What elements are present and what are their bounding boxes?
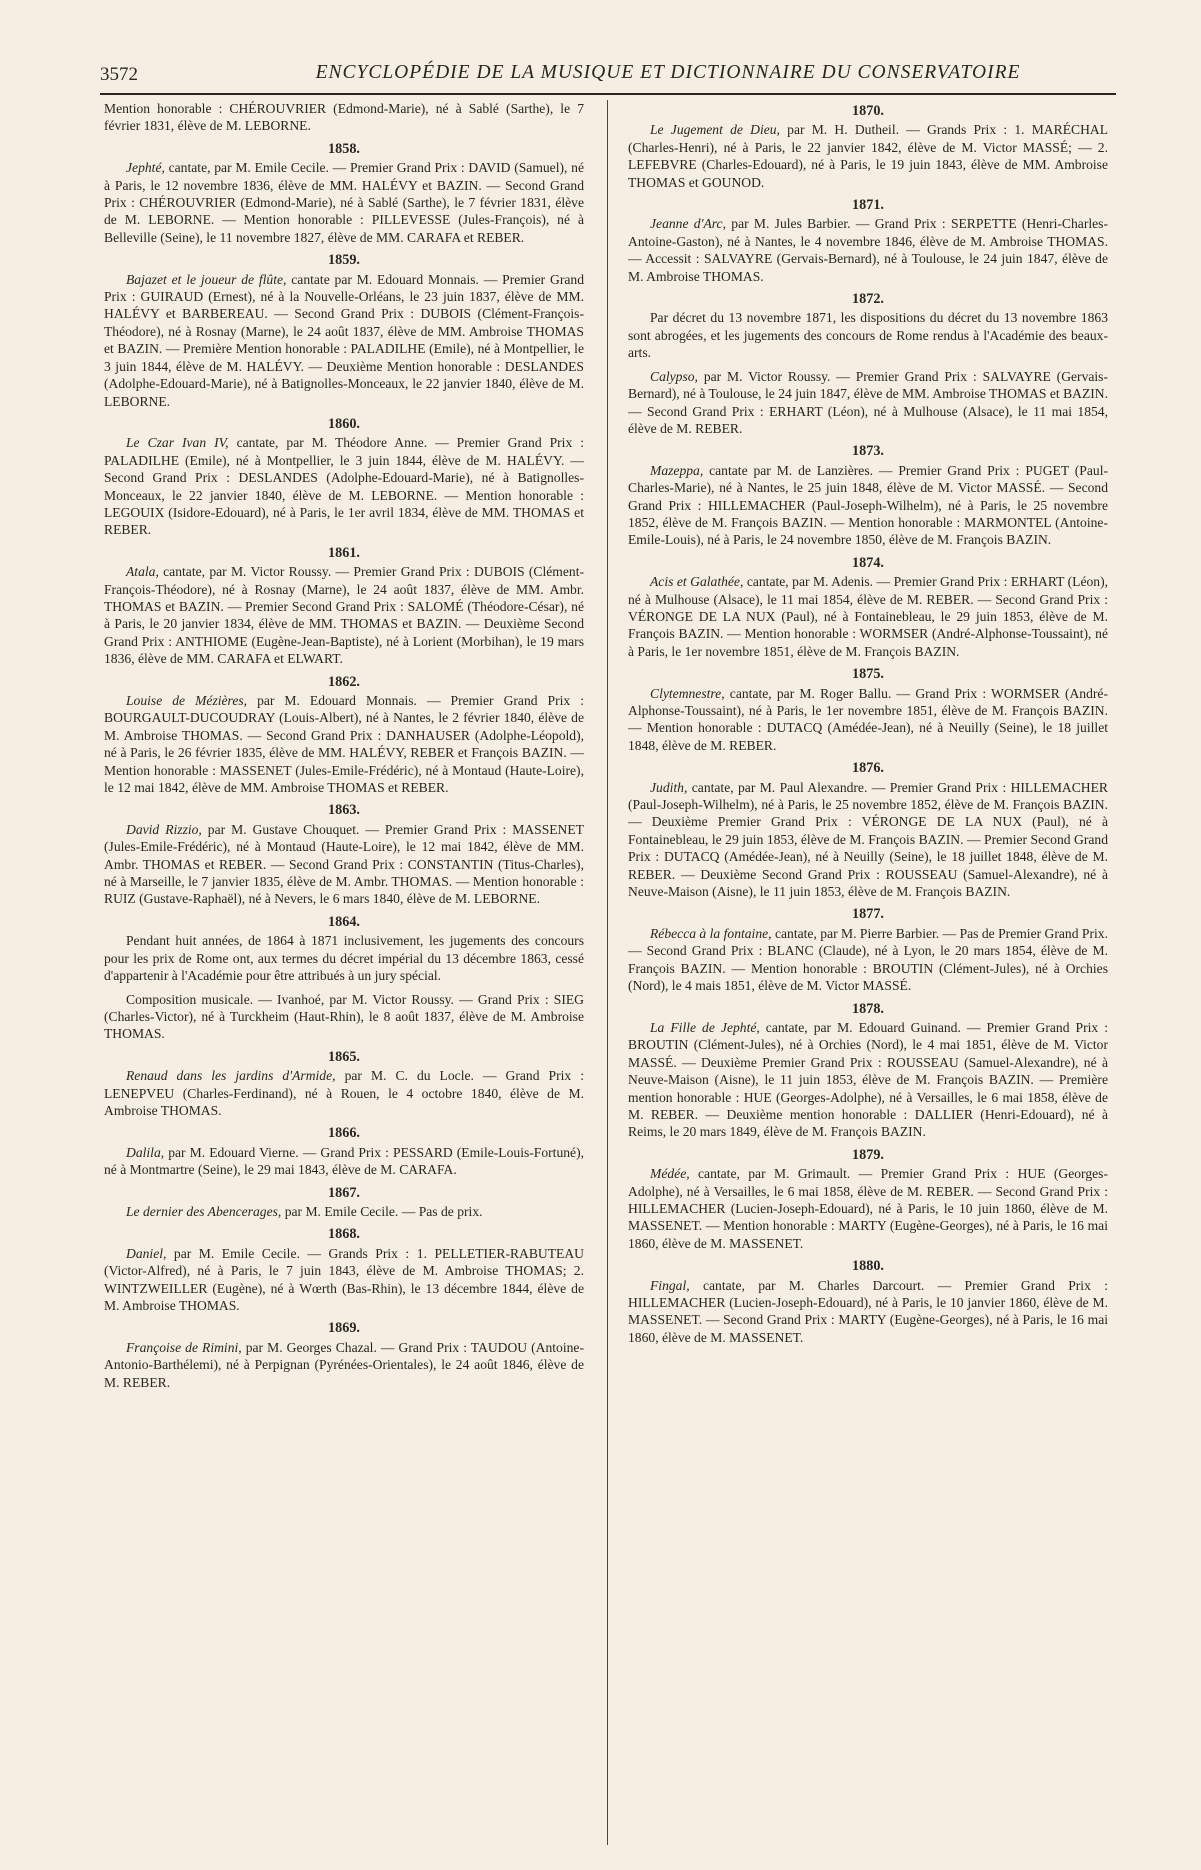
page-number: 3572: [100, 64, 138, 85]
entry-text: par M. Georges Chazal. — Grand Prix : TAUDOU (Antoine-Antonio-Barthélemi), né à Perpignan (Pyrénées-Orientales), le 24 août 1846, élève de M. REBER.: [104, 1339, 584, 1390]
prize-entry: [628, 1019, 1108, 1141]
running-title: ENCYCLOPÉDIE DE LA MUSIQUE ET DICTIONNAIRE DU CONSERVATOIRE: [315, 62, 1021, 83]
prize-entry: [104, 563, 584, 667]
year-heading: 1863.: [328, 802, 360, 819]
entry-text: par M. Edouard Monnais. — Premier Grand Prix : BOURGAULT-DUCOUDRAY (Louis-Albert), né à Nantes, le 2 février 1840, élève de M. Ambroise THOMAS. — Second Grand Prix : DANHAUSER (Adolphe-Léopold), né à Paris, le 26 février 1835, élève de MM. HALÉVY, REBER et François BAZIN. — Mention honorable : MASSENET (Jules-Emile-Frédéric), né à Montaud (Haute-Loire), le 12 mai 1842, élève de MM. Ambroise THOMAS et REBER.: [104, 693, 584, 796]
header-rule: [100, 93, 1116, 95]
prize-entry: [104, 1339, 584, 1391]
entry-text: cantate, par M. Adenis. — Premier Grand Prix : ERHART (Léon), né à Mulhouse (Alsace), le 11 mai 1854, élève de M. REBER. — Second Grand Prix : VÉRONGE DE LA NUX (Paul), né à Fontainebleau, le 29 juin 1853, élève de M. François BAZIN. — Mention honorable : WORMSER (André-Alphonse-Toussaint), né à Paris, le 1er novembre 1851, élève de M. François BAZIN.: [628, 574, 1108, 659]
entry-text: par M. Victor Roussy. — Premier Grand Prix : SALVAYRE (Gervais-Bernard), né à Toulouse, le 24 juin 1847, élève de MM. Ambroise THOMAS et BAZIN. — Second Grand Prix : ERHART (Léon), né à Mulhouse (Alsace), le 11 mai 1854, élève de M. REBER.: [628, 368, 1108, 436]
prize-entry: [104, 1245, 584, 1315]
prize-entry: [628, 121, 1108, 191]
year-heading: 1872.: [852, 291, 884, 308]
entry-text: cantate par M. de Lanzières. — Premier Grand Prix : PUGET (Paul-Charles-Marie), né à Nantes, le 25 juin 1848, élève de M. Victor MASSÉ. — Second Grand Prix : HILLEMACHER (Paul-Joseph-Wilhelm), né à Paris, le 25 novembre 1852, élève de M. François BAZIN. — Mention honorable : MARMONTEL (Antoine-Emile-Louis), né à Paris, le 24 novembre 1850, élève de M. François BAZIN.: [628, 462, 1108, 548]
entry-text: par M. Gustave Chouquet. — Premier Grand Prix : MASSENET (Jules-Emile-Frédéric), né à Montaud (Haute-Loire), le 12 mai 1842, élève de MM. Ambr. THOMAS et REBER. — Second Grand Prix : CONSTANTIN (Titus-Charles), né à Marseille, le 7 janvier 1835, élève de M. Ambr. THOMAS. — Mention honorable : RUIZ (Gustave-Raphaël), né à Nevers, le 6 mars 1840, élève de M. LEBORNE.: [104, 821, 584, 907]
entry-text: cantate par M. Edouard Monnais. — Premier Grand Prix : GUIRAUD (Ernest), né à la Nouvelle-Orléans, le 23 juin 1837, élève de MM. HALÉVY et BARBEREAU. — Second Grand Prix : DUBOIS (Clément-François-Théodore), né à Rosnay (Marne), le 24 août 1837, élève de MM. Ambroise THOMAS et BAZIN. — Première Mention honorable : PALADILHE (Emile), né à Montpellier, le 3 juin 1844, élève de M. HALÉVY. — Deuxième Mention honorable : DESLANDES (Adolphe-Edouard-Marie), né à Batignolles-Monceaux, le 22 janvier 1840, élève de M. LEBORNE.: [104, 271, 584, 409]
entry-text: Composition musicale. — Ivanhoé, par M. Victor Roussy. — Grand Prix : SIEG (Charles-Victor), né à Turckheim (Haut-Rhin), le 8 août 1837, élève de M. Ambroise THOMAS.: [104, 991, 584, 1042]
year-heading: 1864.: [328, 913, 360, 930]
prize-entry: [104, 1067, 584, 1119]
entry-text: par M. C. du Locle. — Grand Prix : LENEPVEU (Charles-Ferdinand), né à Rouen, le 4 octobre 1840, élève de M. Ambroise THOMAS.: [104, 1068, 584, 1118]
prize-entry: [104, 159, 584, 246]
entry-text: cantate, par M. Roger Ballu. — Grand Prix : WORMSER (André-Alphonse-Toussaint), né à Paris, le 1er novembre 1851, élève de M. François BAZIN. — Mention honorable : DUTACQ (Amédée-Jean), né à Neuilly (Seine), le 18 juillet 1848, élève de M. REBER.: [628, 685, 1108, 753]
prize-entry: [628, 368, 1108, 438]
prize-entry: [104, 932, 584, 984]
entry-text: Pendant huit années, de 1864 à 1871 inclusivement, les jugements des concours pour les prix de Rome ont, aux termes du décret impérial du 13 décembre 1863, cessé d'appartenir à l'Académie pour être attribués à un jury spécial.: [104, 933, 584, 984]
left-column: [104, 100, 584, 1840]
entry-text: par M. Emile Cecile. — Grands Prix : 1. PELLETIER-RABUTEAU (Victor-Alfred), né à Paris, le 7 juin 1843, élève de M. Ambroise THOMAS; 2. WINTZWEILLER (Eugène), né à Wœrth (Bas-Rhin), le 13 décembre 1844, élève de M. Ambroise THOMAS.: [104, 1245, 584, 1313]
year-heading: 1878.: [852, 1000, 884, 1017]
work-title: Rébecca à la fontaine,: [650, 925, 772, 941]
prize-entry: [104, 271, 584, 410]
work-title: Judith,: [650, 779, 688, 795]
entry-text: cantate, par M. Emile Cecile. — Premier Grand Prix : DAVID (Samuel), né à Paris, le 12 novembre 1836, élève de MM. HALÉVY et BAZIN. — Second Grand Prix : CHÉROUVRIER (Edmond-Marie), né à Sablé (Sarthe), le 7 février 1831, élève de M. LEBORNE. — Mention honorable : PILLEVESSE (Jules-François), né à Belleville (Seine), le 11 novembre 1827, élève de MM. CARAFA et REBER.: [104, 160, 584, 245]
year-heading: 1869.: [328, 1320, 360, 1337]
work-title: Louise de Mézières,: [126, 693, 248, 708]
work-title: La Fille de Jephté,: [650, 1019, 760, 1035]
year-heading: 1871.: [852, 197, 884, 214]
year-heading: 1858.: [328, 140, 360, 157]
prize-entry: [104, 821, 584, 908]
prize-entry: [104, 1203, 584, 1220]
work-title: Françoise de Rimini,: [126, 1339, 242, 1355]
work-title: Fingal,: [650, 1277, 690, 1293]
right-column: [628, 100, 1108, 1840]
prize-entry: [104, 100, 584, 135]
year-heading: 1861.: [328, 544, 360, 561]
prize-entry: [628, 215, 1108, 285]
entry-text: par M. Jules Barbier. — Grand Prix : SERPETTE (Henri-Charles-Antoine-Gaston), né à Nantes, le 4 novembre 1846, élève de M. Ambroise THOMAS. — Accessit : SALVAYRE (Gervais-Bernard), né à Toulouse, le 24 juin 1847, élève de M. Ambroise THOMAS.: [628, 216, 1108, 284]
work-title: Renaud dans les jardins d'Armide,: [126, 1068, 336, 1084]
entry-text: cantate, par M. Paul Alexandre. — Premier Grand Prix : HILLEMACHER (Paul-Joseph-Wilhelm), né à Paris, le 25 novembre 1852, élève de M. François BAZIN. — Deuxième Premier Grand Prix : VÉRONGE DE LA NUX (Paul), né à Fontainebleau, le 29 juin 1853, élève de M. François BAZIN. — Premier Second Grand Prix : DUTACQ (Amédée-Jean), né à Neuilly (Seine), le 18 juillet 1848, élève de M. REBER. — Deuxième Second Grand Prix : ROUSSEAU (Samuel-Alexandre), né à Neuve-Maison (Aisne), le 11 juin 1853, élève de M. François BAZIN.: [628, 779, 1108, 900]
prize-entry: [104, 991, 584, 1043]
year-heading: 1876.: [852, 760, 884, 777]
year-heading: 1870.: [852, 103, 884, 119]
prize-entry: [628, 1165, 1108, 1252]
page-header: [100, 60, 1116, 88]
prize-entry: [628, 1277, 1108, 1347]
entry-text: Par décret du 13 novembre 1871, les dispositions du décret du 13 novembre 1863 sont abrogées, et les jugements des concours de Rome rendus à l'Académie des beaux-arts.: [628, 310, 1108, 361]
work-title: Le Czar Ivan IV,: [126, 435, 229, 451]
year-heading: 1874.: [852, 554, 884, 571]
year-heading: 1866.: [328, 1125, 360, 1142]
entry-text: Mention honorable : CHÉROUVRIER (Edmond-Marie), né à Sablé (Sarthe), le 7 février 1831, élève de M. LEBORNE.: [104, 101, 584, 134]
work-title: Bajazet et le joueur de flûte,: [126, 271, 287, 287]
entry-text: cantate, par M. Grimault. — Premier Grand Prix : HUE (Georges-Adolphe), né à Versailles, le 6 mai 1858, élève de M. REBER. — Second Grand Prix : HILLEMACHER (Lucien-Joseph-Edouard), né à Paris, le 10 juin 1860, élève de M. MASSENET. — Mention honorable : MARTY (Eugène-Georges), né à Paris, le 16 mai 1860, élève de M. MASSENET.: [628, 1166, 1108, 1251]
entry-text: cantate, par M. Victor Roussy. — Premier Grand Prix : DUBOIS (Clément-François-Théodore), né à Rosnay (Marne), le 24 août 1837, élève de MM. Ambr. THOMAS et BAZIN. — Premier Second Grand Prix : SALOMÉ (Théodore-César), né à Paris, le 20 janvier 1834, élève de MM. THOMAS et BAZIN. — Deuxième Second Grand Prix : ANTHIOME (Eugène-Jean-Baptiste), né à Lorient (Morbihan), le 19 mars 1836, élève de MM. CARAFA et ELWART.: [104, 564, 584, 667]
work-title: Jephté,: [126, 160, 165, 176]
work-title: Mazeppa,: [650, 462, 704, 478]
work-title: Calypso,: [650, 368, 698, 384]
year-heading: 1867.: [328, 1184, 360, 1201]
year-heading: 1875.: [852, 666, 884, 683]
work-title: Acis et Galathée,: [650, 574, 744, 590]
entry-text: par M. Emile Cecile. — Pas de prix.: [281, 1203, 483, 1219]
work-title: Daniel,: [126, 1245, 167, 1261]
year-heading: 1868.: [328, 1226, 360, 1243]
year-heading: 1860.: [328, 415, 360, 432]
entry-text: par M. H. Dutheil. — Grands Prix : 1. MARÉCHAL (Charles-Henri), né à Paris, le 22 janvier 1842, élève de M. Victor MASSÉ; — 2. LEFEBVRE (Charles-Edouard), né à Paris, le 19 juin 1843, élève de MM. Ambroise THOMAS et GOUNOD.: [628, 122, 1108, 190]
prize-entry: [628, 462, 1108, 549]
year-heading: 1862.: [328, 673, 360, 690]
prize-entry: [628, 573, 1108, 660]
work-title: Jeanne d'Arc,: [650, 216, 726, 232]
year-heading: 1859.: [328, 252, 360, 269]
prize-entry: [104, 434, 584, 538]
year-heading: 1873.: [852, 443, 884, 460]
work-title: Le Jugement de Dieu,: [650, 122, 780, 138]
entry-text: cantate, par M. Charles Darcourt. — Premier Grand Prix : HILLEMACHER (Lucien-Joseph-Edouard), né à Paris, le 10 janvier 1860, élève de M. MASSENET. — Second Grand Prix : MARTY (Eugène-Georges), né à Paris, le 16 mai 1860, élève de M. MASSENET.: [628, 1277, 1108, 1345]
work-title: Médée,: [650, 1166, 690, 1182]
work-title: David Rizzio,: [126, 821, 202, 837]
prize-entry: [628, 779, 1108, 901]
column-divider: [607, 100, 608, 1845]
entry-text: cantate, par M. Edouard Guinand. — Premier Grand Prix : BROUTIN (Clément-Jules), né à Orchies (Nord), le 4 mai 1851, élève de M. Victor MASSÉ. — Deuxième Premier Grand Prix : ROUSSEAU (Samuel-Alexandre), né à Neuve-Maison (Aisne), le 11 juin 1853, élève de M. François BAZIN. — Première mention honorable : HUE (Georges-Adolphe), né à Versailles, le 6 mai 1858, élève de M. REBER. — Deuxième mention honorable : DALLIER (Henri-Edouard), né à Reims, le 20 mars 1849, élève de M. François BAZIN.: [628, 1019, 1108, 1140]
prize-entry: [628, 309, 1108, 361]
work-title: Clytemnestre,: [650, 685, 725, 701]
prize-entry: [104, 1144, 584, 1179]
year-heading: 1865.: [328, 1048, 360, 1065]
entry-text: cantate, par M. Théodore Anne. — Premier Grand Prix : PALADILHE (Emile), né à Montpellier, le 3 juin 1844, élève de M. HALÉVY. — Second Grand Prix : DESLANDES (Adolphe-Edouard-Marie), né à Batignolles-Monceaux, le 22 janvier 1840, élève de M. LEBORNE. — Mention honorable : LEGOUIX (Isidore-Edouard), né à Paris, le 1er avril 1834, élève de MM. THOMAS et REBER.: [104, 435, 584, 538]
entry-text: cantate, par M. Pierre Barbier. — Pas de Premier Grand Prix. — Second Grand Prix : BLANC (Claude), né à Lyon, le 20 mars 1854, élève de M. François BAZIN. — Mention honorable : BROUTIN (Clément-Jules), né à Orchies (Nord), le 4 mais 1851, élève de M. Victor MASSÉ.: [628, 925, 1108, 994]
year-heading: 1879.: [852, 1146, 884, 1163]
entry-text: par M. Edouard Vierne. — Grand Prix : PESSARD (Emile-Louis-Fortuné), né à Montmartre (Seine), le 29 mai 1843, élève de M. CARAFA.: [104, 1144, 584, 1178]
work-title: Dalila,: [126, 1144, 165, 1160]
year-heading: 1877.: [852, 906, 884, 923]
prize-entry: [628, 685, 1108, 755]
work-title: Atala,: [126, 564, 159, 580]
prize-entry: [628, 925, 1108, 995]
year-heading: 1880.: [852, 1258, 884, 1275]
prize-entry: [104, 692, 584, 796]
work-title: Le dernier des Abencerages,: [126, 1203, 282, 1219]
